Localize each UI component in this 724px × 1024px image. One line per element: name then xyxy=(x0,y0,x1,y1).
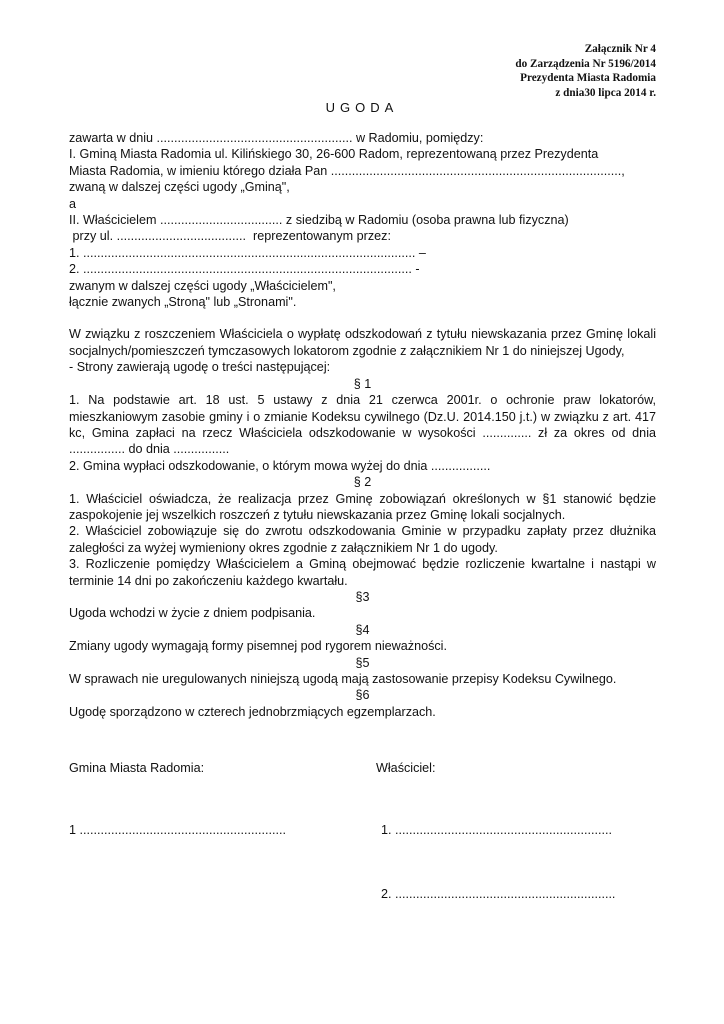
section-3-heading: §3 xyxy=(355,589,370,604)
document-title: UGODA xyxy=(325,100,399,115)
intro-line-7: przy ul. ..................................... reprezentowanym przez: xyxy=(69,229,391,244)
header-line-3: Prezydenta Miasta Radomia xyxy=(520,72,656,85)
signature-line-wlasciciel-1: 1. .............................................................. xyxy=(381,823,612,837)
document-body xyxy=(69,130,656,720)
section-6-text: Ugodę sporządzono w czterech jednobrzmiących egzemplarzach. xyxy=(69,704,436,719)
intro-line-10: zwanym w dalszej części ugody „Właścicielem", xyxy=(69,278,336,293)
section-4-heading: §4 xyxy=(355,622,370,637)
section-1-heading: § 1 xyxy=(353,376,372,391)
signature-label-gmina: Gmina Miasta Radomia: xyxy=(69,761,205,775)
section-2-point-2: 2. Właściciel zobowiązuje się do zwrotu odszkodowania Gminie w przypadku zapłaty przez dłużnika zaległości za wyżej wymieniony okres zgodnie z załącznikiem Nr 1 do ugody. xyxy=(69,524,656,555)
preamble-paragraph: W związku z roszczeniem Właściciela o wypłatę odszkodowań z tytułu niewskazania przez Gminę lokali socjalnych/pomieszczeń tymczasowych lokatorom zgodnie z załącznikiem Nr 1 do niniejszej Ugody, xyxy=(69,327,656,358)
section-5-text: W sprawach nie uregulowanych niniejszą ugodą mają zastosowanie przepisy Kodeksu Cywilnego. xyxy=(69,672,617,686)
intro-line-2: I. Gminą Miasta Radomia ul. Kilińskiego 30, 26-600 Radom, reprezentowaną przez Prezydenta xyxy=(69,147,599,162)
header-line-1: Załącznik Nr 4 xyxy=(584,43,656,55)
signature-line-wlasciciel-2: 2. ............................................................... xyxy=(381,887,616,901)
section-1-point-1: 1. Na podstawie art. 18 ust. 5 ustawy z dnia 21 czerwca 2001r. o ochronie praw lokatorów, mieszkaniowym zasobie gminy i o zmianie Kodeksu cywilnego (Dz.U. 2014.150 j.t.) w związku z art. 417 kc, Gmina zapłaci na rzecz Właściciela odszkodowanie w wysokości .............. zł za okres od dnia ................ do dnia ................ xyxy=(69,393,656,457)
intro-line-4: zwaną w dalszej części ugody „Gminą", xyxy=(69,180,290,195)
section-6-heading: §6 xyxy=(355,688,370,703)
intro-line-11: łącznie zwanych „Stroną" lub „Stronami". xyxy=(69,295,297,310)
header-line-2: do Zarządzenia Nr 5196/2014 xyxy=(515,57,656,70)
header-line-4: z dnia30 lipca 2014 r. xyxy=(555,86,656,99)
section-3-text: Ugoda wchodzi w życie z dniem podpisania. xyxy=(69,606,316,621)
section-2-point-1: 1. Właściciel oświadcza, że realizacja przez Gminę zobowiązań określonych w §1 stanowić będzie zaspokojenie jej wszelkich roszczeń z tytułu niewskazania przez Gminę lokali socjalnych. xyxy=(69,491,656,522)
intro-line-3: Miasta Radomia, w imieniu którego działa Pan ..................................................................................., xyxy=(69,163,625,178)
section-2-point-3: 3. Rozliczenie pomiędzy Właścicielem a Gminą obejmować będzie rozliczenie kwartalne i nastąpi w terminie 14 dni po zakończeniu każdego kwartału. xyxy=(69,557,656,588)
intro-line-6: II. Właścicielem ................................... z siedzibą w Radomiu (osoba prawna lub fizyczna) xyxy=(69,213,569,228)
intro-line-9: 2. .............................................................................................. - xyxy=(69,262,420,277)
attachment-header xyxy=(515,42,656,100)
spacer xyxy=(69,310,656,326)
intro-line-5: a xyxy=(69,196,77,211)
intro-line-1: zawarta w dniu ........................................................ w Radomiu, pomiędzy: xyxy=(69,131,484,145)
signature-label-wlasciciel: Właściciel: xyxy=(376,761,436,775)
section-5-heading: §5 xyxy=(355,655,370,670)
section-2-heading: § 2 xyxy=(353,475,372,490)
section-1-point-2: 2. Gmina wypłaci odszkodowanie, o którym mowa wyżej do dnia ................. xyxy=(69,458,491,473)
signature-line-gmina-1: 1 ........................................................... xyxy=(69,823,286,837)
intro-line-8: 1. ............................................................................................... – xyxy=(69,245,426,260)
section-4-text: Zmiany ugody wymagają formy pisemnej pod rygorem nieważności. xyxy=(69,639,447,654)
preamble-line-2: - Strony zawierają ugodę o treści następującej: xyxy=(69,360,331,375)
